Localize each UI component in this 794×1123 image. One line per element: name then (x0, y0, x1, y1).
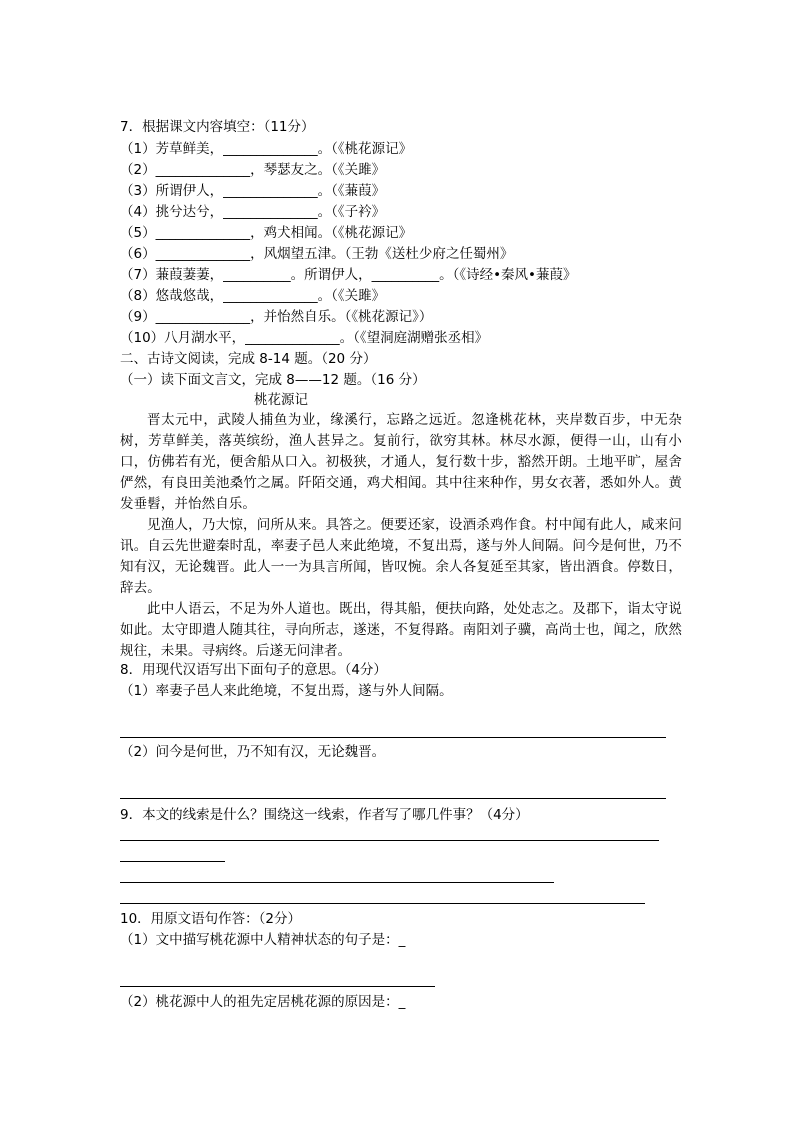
q7-item-5: （5）______________，鸡犬相闻。（《桃花源记》 (120, 225, 413, 241)
q9-answer-line-3 (120, 882, 554, 883)
q8-sentence-1: （1）率妻子邑人来此绝境，不复出焉，遂与外人间隔。 (120, 683, 453, 699)
q8-answer-line-1 (120, 737, 666, 738)
q7-item-2: （2）______________，琴瑟友之。（《关雎》 (120, 162, 386, 178)
q8-sentence-2: （2）问今是何世，乃不知有汉，无论魏晋。 (120, 744, 386, 760)
q10-sentence-1: （1）文中描写桃花源中人精神状态的句子是：_ (120, 932, 406, 948)
q9-answer-line-4 (120, 903, 645, 904)
q10-answer-line-1 (120, 986, 435, 987)
q7-item-3: （3）所谓伊人，______________。（《蒹葭》 (120, 183, 386, 199)
q8-answer-line-2 (120, 798, 666, 799)
passage-paragraph-2: 见渔人，乃大惊，问所从来。具答之。便要还家，设酒杀鸡作食。村中闻有此人，咸来问讯。自云先世避秦时乱，率妻子邑人来此绝境，不复出焉，遂与外人间隔。问今是何世，乃不知有汉，无论魏晋。此人一一为具言所闻，皆叹惋。余人各复延至其家，皆出酒食。停数日，辞去。 (120, 517, 682, 596)
q7-title: 7．根据课文内容填空：（11分） (120, 119, 315, 135)
passage-title: 桃花源记 (254, 392, 308, 408)
section-2-heading: 二、古诗文阅读，完成 8-14 题。（20 分） (120, 351, 377, 367)
q10-sentence-2: （2）桃花源中人的祖先定居桃花源的原因是：_ (120, 994, 406, 1010)
q9-answer-line-1 (120, 840, 659, 841)
q7-item-1: （1）芳草鲜美，______________。（《桃花源记》 (120, 141, 413, 157)
passage-paragraph-3: 此中人语云，不足为外人道也。既出，得其船，便扶向路，处处志之。及郡下，诣太守说如此。太守即遣人随其往，寻向所志，遂迷，不复得路。南阳刘子骥，高尚士也，闻之，欣然规往，未果。寻病终。后遂无问津者。 (120, 601, 682, 659)
q10-title: 10．用原文语句作答：（2分） (120, 911, 302, 927)
q9-title: 9．本文的线索是什么？围绕这一线索，作者写了哪几件事？（4分） (120, 807, 529, 823)
q7-item-9: （9）______________，并怡然自乐。（《桃花源记》） (120, 309, 433, 325)
q7-item-7: （7）蒹葭萋萋，__________。所谓伊人，__________。（《诗经•秦风•蒹葭》 (120, 267, 577, 283)
q7-item-4: （4）挑兮达兮，______________。（《子衿》 (120, 204, 386, 220)
q7-item-10: （10）八月湖水平，______________。（《望洞庭湖赠张丞相》 (120, 330, 489, 346)
passage-paragraph-1: 晋太元中，武陵人捕鱼为业，缘溪行，忘路之远近。忽逢桃花林，夹岸数百步，中无杂树，芳草鲜美，落英缤纷，渔人甚异之。复前行，欲穷其林。林尽水源，便得一山，山有小口，仿佛若有光，便舍船从口入。初极狭，才通人，复行数十步，豁然开朗。土地平旷，屋舍俨然，有良田美池桑竹之属。阡陌交通，鸡犬相闻。其中往来种作，男女衣著，悉如外人。黄发垂髫，并怡然自乐。 (120, 412, 682, 512)
q7-item-6: （6）______________，风烟望五津。（王勃《送杜少府之任蜀州》 (120, 246, 514, 262)
q8-title: 8．用现代汉语写出下面句子的意思。（4分） (120, 662, 387, 678)
q9-answer-line-2 (120, 861, 225, 862)
section-2-subheading: （一）读下面文言文，完成 8——12 题。（16 分） (120, 372, 426, 388)
q7-item-8: （8）悠哉悠哉，______________。（《关雎》 (120, 288, 386, 304)
